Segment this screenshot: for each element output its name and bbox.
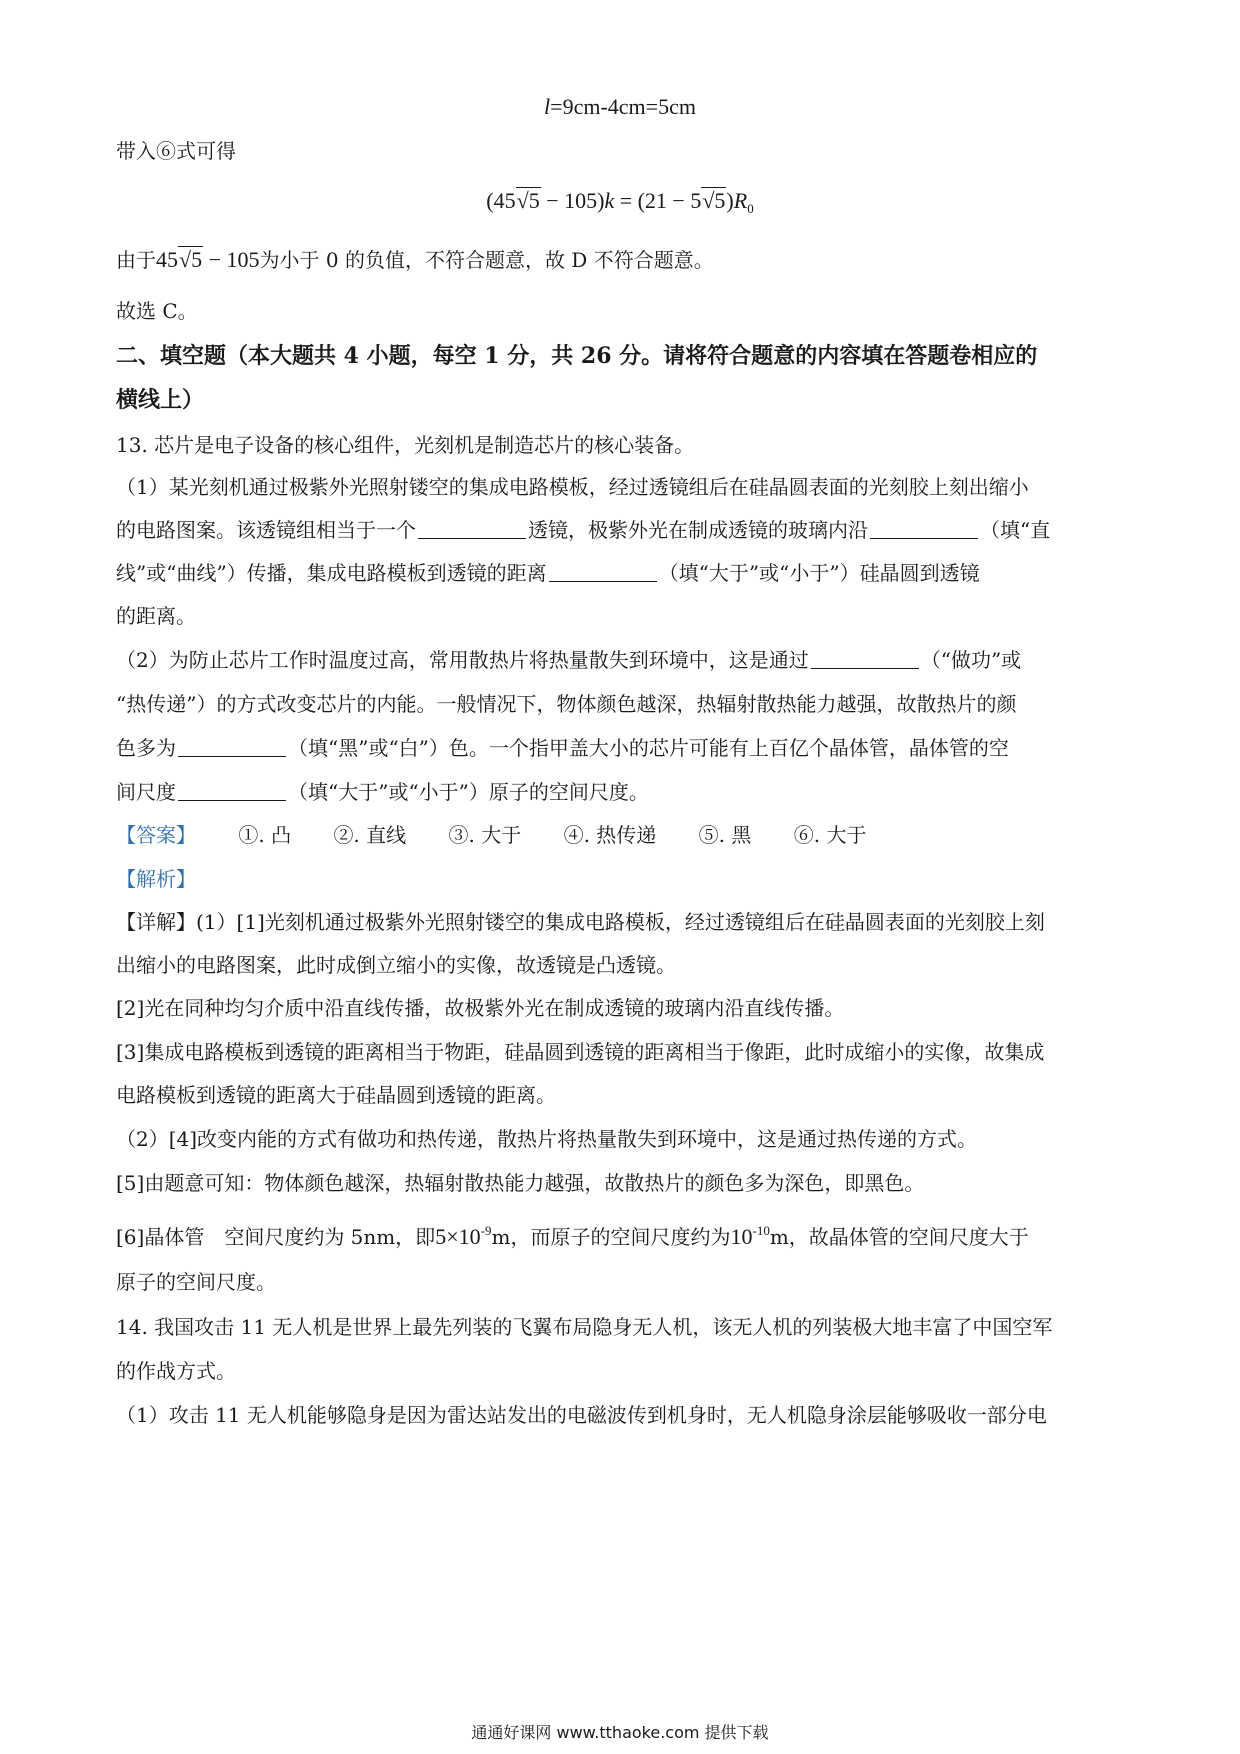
page-footer: 通通好课网 www.tthaoke.com 提供下载 <box>471 1723 769 1742</box>
question-text: （1）攻击 11 无人机能够隐身是因为雷达站发出的电磁波传到机身时，无人机隐身涂层能够吸收一部分电 <box>116 1403 1047 1427</box>
question-text: （1）某光刻机通过极紫外光照射镂空的集成电路模板，经过透镜组后在硅晶圆表面的光刻胶上刻出缩小 <box>116 475 1029 499</box>
answer-item: ①. 凸 <box>238 823 292 847</box>
question-text: 的距离。 <box>116 604 196 628</box>
paragraph: 带入⑥式可得 <box>116 139 236 163</box>
answer-label: 【答案】 <box>116 823 196 847</box>
answer-item: ④. 热传递 <box>563 823 657 847</box>
question-13: 13. 芯片是电子设备的核心组件，光刻机是制造芯片的核心装备。 <box>116 433 695 457</box>
answer-item: ③. 大于 <box>448 823 522 847</box>
analysis-label: 【解析】 <box>116 867 196 891</box>
answer-item: ⑥. 大于 <box>793 823 867 847</box>
answer-blank <box>178 736 286 757</box>
detail-text: 电路模板到透镜的距离大于硅晶圆到透镜的距离。 <box>116 1083 556 1107</box>
answer-blank <box>549 561 657 582</box>
question-text: 线”或“曲线”）传播，集成电路模板到透镜的距离 （填“大于”或“小于”）硅晶圆到透镜 <box>116 561 980 585</box>
section-heading-cont: 横线上） <box>116 387 205 413</box>
detail-text: （2）[4]改变内能的方式有做功和热传递，散热片将热量散失到环境中，这是通过热传递的方式。 <box>116 1127 978 1151</box>
question-text: 间尺度 （填“大于”或“小于”）原子的空间尺度。 <box>116 780 649 804</box>
answer-blank <box>870 518 978 539</box>
question-14: 14. 我国攻击 11 无人机是世界上最先列装的飞翼布局隐身无人机，该无人机的列装极大地丰富了中国空军 <box>116 1315 1053 1339</box>
answer-item: ②. 直线 <box>333 823 407 847</box>
question-text: 的电路图案。该透镜组相当于一个 透镜，极紫外光在制成透镜的玻璃内沿 （填“直 <box>116 518 1051 542</box>
paragraph: 故选 C。 <box>116 299 198 323</box>
detail-text: 原子的空间尺度。 <box>116 1270 276 1294</box>
detail-text: 出缩小的电路图案，此时成倒立缩小的实像，故透镜是凸透镜。 <box>116 953 676 977</box>
paragraph: 由于45√5 − 105为小于 0 的负值，不符合题意，故 D 不符合题意。 <box>116 247 714 272</box>
answer-blank <box>418 518 526 539</box>
answer-blank <box>178 780 286 801</box>
answer-item: ⑤. 黑 <box>698 823 752 847</box>
question-text: 色多为 （填“黑”或“白”）色。一个指甲盖大小的芯片可能有上百亿个晶体管，晶体管的空 <box>116 736 1009 760</box>
equation-l: l=9cm-4cm=5cm <box>544 94 696 119</box>
detail-text: [3]集成电路模板到透镜的距离相当于物距，硅晶圆到透镜的距离相当于像距，此时成缩小的实像，故集成 <box>116 1040 1045 1064</box>
detail-text: 【详解】(1）[1]光刻机通过极紫外光照射镂空的集成电路模板，经过透镜组后在硅晶圆表面的光刻胶上刻 <box>116 910 1045 934</box>
section-heading: 二、填空题（本大题共 4 小题，每空 1 分，共 26 分。请将符合题意的内容填在答题卷相应的 <box>116 343 1038 369</box>
question-text: 的作战方式。 <box>116 1359 236 1383</box>
detail-text: [5]由题意可知：物体颜色越深，热辐射散热能力越强，故散热片的颜色多为深色，即黑色。 <box>116 1171 925 1195</box>
question-text: （2）为防止芯片工作时温度过高，常用散热片将热量散失到环境中，这是通过 （“做功”或 <box>116 648 1022 672</box>
detail-text: [6]晶体管 空间尺度约为 5nm，即$5\times 10^{-9}m$，而原子的空间尺度约为$10^{-10}m$，故晶体管的空间尺度大于 <box>116 1223 1029 1249</box>
equation-main: $(45√5 - 105)k = (21 - 5√5)R_0$ <box>486 188 754 216</box>
answer-blank <box>811 648 919 669</box>
answer-row <box>116 820 1126 850</box>
question-text: “热传递”）的方式改变芯片的内能。一般情况下，物体颜色越深，热辐射散热能力越强，故散热片的颜 <box>116 692 1017 716</box>
detail-text: [2]光在同种均匀介质中沿直线传播，故极紫外光在制成透镜的玻璃内沿直线传播。 <box>116 996 845 1020</box>
